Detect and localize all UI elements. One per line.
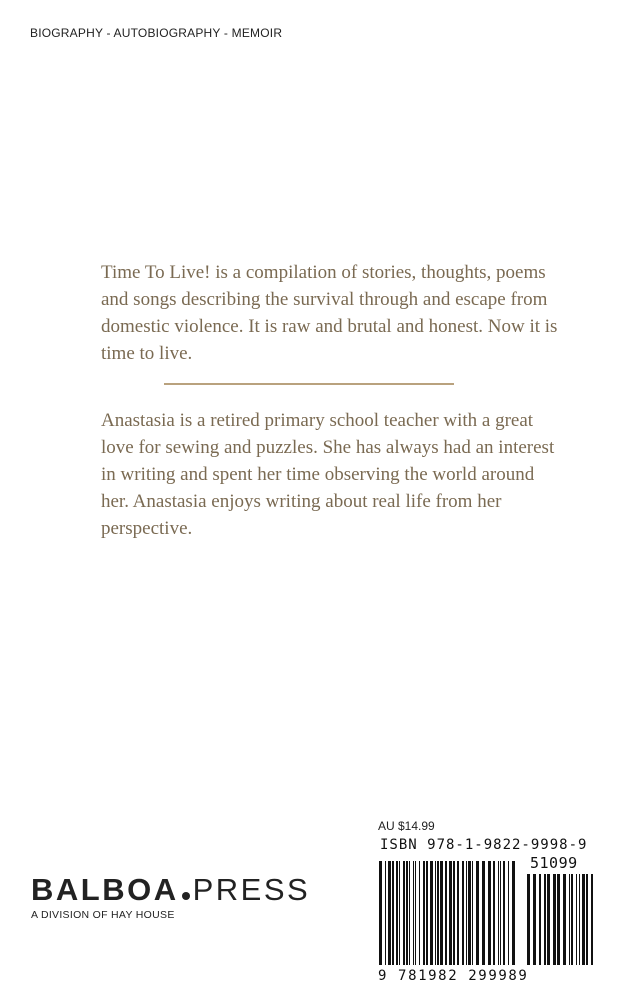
isbn-label: ISBN 978-1-9822-9998-9: [380, 837, 588, 853]
logo-dot-icon: [182, 892, 190, 900]
ean-digits: 9 781982 299989: [378, 968, 529, 984]
publisher-name-bold: BALBOA: [31, 872, 179, 907]
author-bio-text: Anastasia is a retired primary school teacher with a great love for sewing and puzzles. She has always had an interest in writing and spent her time observing the world around her. Anastasia enjoys writing about real life from her perspective.: [101, 410, 555, 539]
addon-digits: 51099: [530, 854, 578, 872]
author-bio: [101, 407, 561, 542]
price-label: AU $14.99: [378, 819, 435, 833]
divider-rule: [164, 383, 454, 385]
addon-barcode: [526, 874, 594, 965]
publisher-name: [31, 874, 310, 906]
category-line: BIOGRAPHY - AUTOBIOGRAPHY - MEMOIR: [30, 26, 283, 40]
book-description: [101, 259, 561, 367]
ean-barcode: [378, 861, 516, 965]
publisher-name-light: PRESS: [192, 872, 311, 907]
description-text: Time To Live! is a compilation of stories, thoughts, poems and songs describing the survival through and escape from domestic violence. It is raw and brutal and honest. Now it is time to live.: [101, 262, 558, 364]
publisher-logo: [31, 874, 310, 921]
publisher-tagline: A DIVISION OF HAY HOUSE: [31, 909, 175, 921]
